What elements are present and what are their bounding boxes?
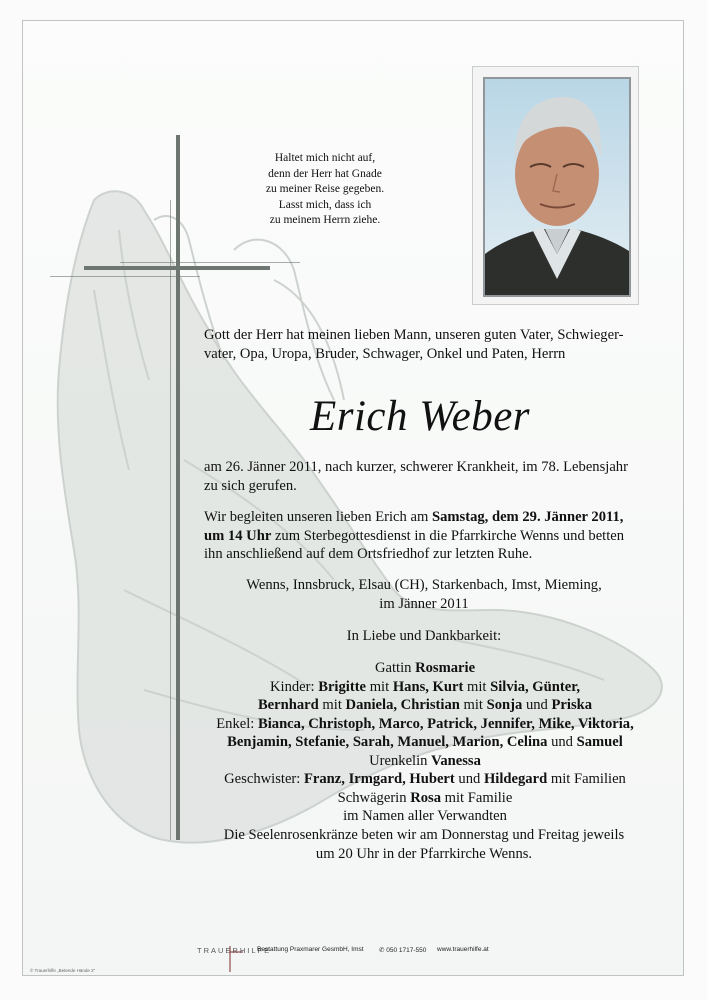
child-name: Sonja — [486, 697, 523, 713]
child-name: Silvia, Günter, — [490, 678, 581, 695]
connector: mit — [459, 697, 487, 713]
label: Enkel: — [216, 715, 258, 732]
child-name: Hans, Kurt — [392, 678, 464, 695]
great-grandchild-name: Vanessa — [431, 752, 481, 769]
wife-name: Rosmarie — [415, 660, 476, 676]
connector: mit Familie — [441, 789, 513, 806]
brand-mark-icon — [229, 942, 243, 972]
funeral-date: Samstag, dem 29. Jänner 2011, — [431, 509, 624, 525]
poem — [230, 151, 420, 229]
portrait-man-icon — [485, 79, 629, 295]
deceased-name: Erich Weber — [309, 393, 531, 440]
grandchild-names: Bianca, Christoph, Marco, Patrick, Jennifer, Mike, Viktoria, — [257, 715, 634, 732]
child-name: Daniela, Christian — [345, 697, 460, 713]
label: Kinder: — [269, 678, 319, 695]
child-name: Priska — [551, 697, 593, 713]
label: Urenkelin — [369, 752, 432, 769]
sibling-name: Hildegard — [483, 771, 548, 787]
connector: mit Familien — [547, 771, 626, 787]
gratitude-line: In Liebe und Dankbarkeit: — [346, 628, 502, 644]
child-name: Brigitte — [318, 678, 367, 695]
brand-logo: TRAUERHILFE — [197, 946, 272, 955]
company-name: Bestattung Praxmarer GesmbH, Imst — [257, 946, 364, 953]
relatives-line: im Namen aller Verwandten — [343, 808, 507, 824]
death-line: am 26. Jänner 2011, nach kurzer, schwerer Krankheit, im 78. Lebensjahr — [204, 459, 628, 475]
death-line: zu sich gerufen. — [204, 477, 297, 494]
place-date — [204, 576, 644, 613]
rosary-line: um 20 Uhr in der Pfarrkirche Wenns. — [315, 845, 533, 862]
funeral-text — [204, 508, 644, 564]
intro-line: vater, Opa, Uropa, Bruder, Schwager, Onkel und Paten, Herrn — [204, 345, 566, 362]
connector: mit — [366, 678, 393, 695]
date-line: im Jänner 2011 — [379, 595, 469, 612]
connector: und — [522, 697, 552, 713]
website-link[interactable]: www.trauerhilfe.at — [437, 946, 489, 953]
connector: und — [454, 771, 484, 787]
poem-line: zu meinem Herrn ziehe. — [269, 214, 381, 226]
footer — [197, 944, 557, 958]
funeral-time: um 14 Uhr — [204, 527, 272, 544]
poem-line: denn der Herr hat Gnade — [268, 167, 382, 180]
cross-vertical-bar — [176, 135, 180, 840]
poem-line: zu meiner Reise gegeben. — [265, 183, 385, 195]
poem-line: Lasst mich, dass ich — [278, 198, 372, 211]
phone: ✆ 050 1717-550 — [379, 947, 427, 954]
connector: und — [547, 734, 577, 750]
grandchild-name: Samuel — [576, 734, 623, 750]
copyright: © Trauerhilfe „Betende Hände 2“ — [30, 968, 96, 973]
cross-horizontal-line-2 — [120, 262, 300, 263]
connector: mit — [318, 697, 346, 713]
rosary-line: Die Seelenrosenkränze beten wir am Donnerstag und Freitag jeweils — [223, 827, 625, 843]
rosary-text — [204, 826, 644, 863]
funeral-text-part: ihn anschließend auf dem Ortsfriedhof zur letzten Ruhe. — [204, 546, 533, 562]
portrait-photo — [483, 77, 631, 297]
portrait-frame — [472, 66, 639, 305]
death-text — [204, 458, 644, 495]
intro-line: Gott der Herr hat meinen lieben Mann, unseren guten Vater, Schwieger- — [204, 327, 624, 343]
funeral-text-part: Wir begleiten unseren lieben Erich am — [204, 509, 432, 525]
child-name: Bernhard — [257, 697, 319, 713]
label: Schwägerin — [337, 789, 411, 806]
cross-horizontal-line — [50, 276, 200, 277]
funeral-text-part: zum Sterbegottesdienst in die Pfarrkirche Wenns und betten — [271, 527, 625, 544]
intro-text — [204, 326, 644, 363]
label: Gattin — [374, 660, 416, 676]
place-line: Wenns, Innsbruck, Elsau (CH), Starkenbach, Imst, Mieming, — [246, 577, 602, 593]
poem-line: Haltet mich nicht auf, — [274, 152, 376, 164]
connector: mit — [463, 678, 491, 695]
grandchild-names: Benjamin, Stefanie, Sarah, Manuel, Marion, Celina — [227, 734, 548, 750]
sibling-names: Franz, Irmgard, Hubert — [303, 771, 455, 787]
cross-vertical-line — [170, 200, 171, 840]
label: Geschwister: — [224, 771, 304, 787]
sister-in-law-name: Rosa — [410, 789, 441, 806]
cross-horizontal-bar — [84, 266, 270, 270]
family-list — [200, 659, 650, 826]
